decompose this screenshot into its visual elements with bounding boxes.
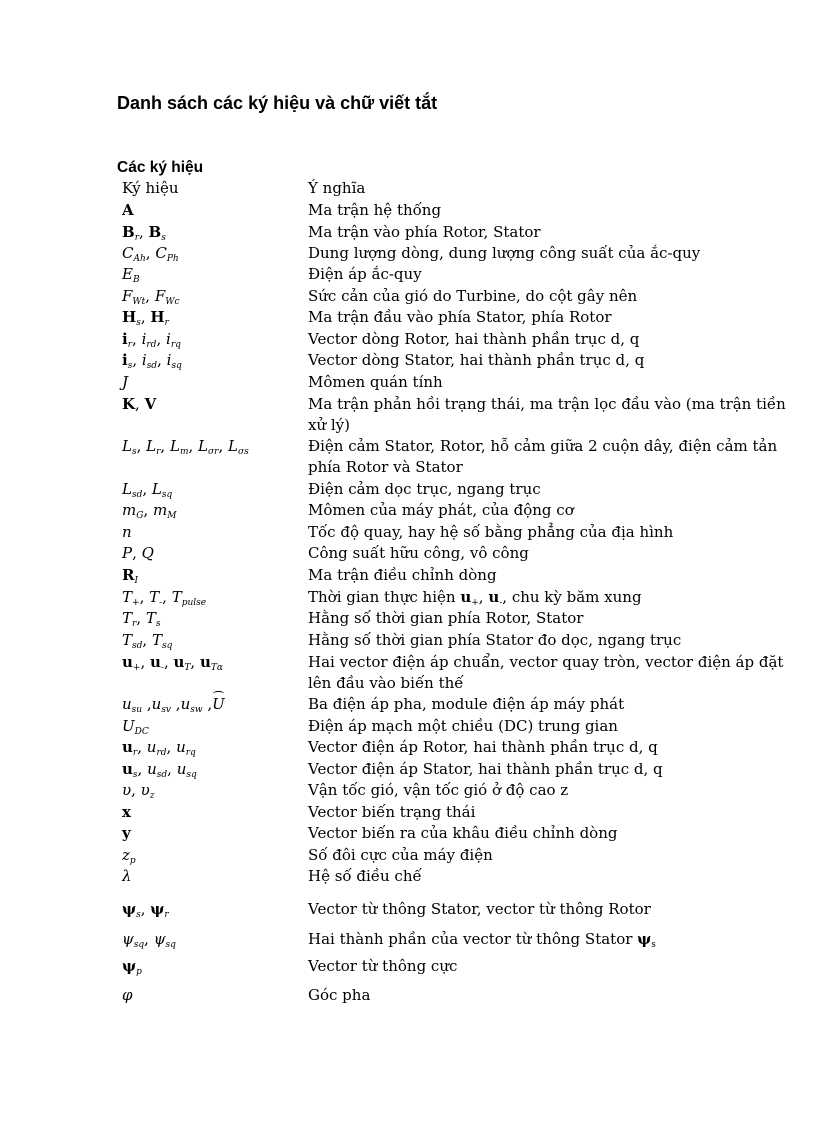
meaning-cell: Điện cảm dọc trục, ngang trục — [308, 480, 541, 498]
meaning-cell: Hằng số thời gian phía Stator đo dọc, ngang trục — [308, 631, 682, 649]
symbol-cell: $E_B$ — [122, 265, 140, 285]
symbol-cell: φ — [122, 986, 133, 1004]
meaning-cell: Vector biến trạng thái — [308, 803, 476, 821]
section-title: Các ký hiệu — [117, 159, 204, 176]
symbol-cell: $\psi_{sq}$, $\psi_{sq}$ — [122, 930, 176, 950]
symbol-cell: $u_r$, $u_{rd}$, $u_{rq}$ — [122, 738, 196, 758]
meaning-cell: Vector điện áp Stator, hai thành phần trục d, q — [308, 760, 663, 778]
symbol-cell: $F_{Wt}$, $F_{Wc}$ — [122, 287, 180, 307]
meaning-cell: Vector điện áp Rotor, hai thành phần trục d, q — [308, 738, 658, 756]
symbol-cell: $T_{sd}$, $T_{sq}$ — [122, 631, 173, 651]
symbol-cell: y — [122, 824, 131, 842]
meaning-cell: Hằng số thời gian phía Rotor, Stator — [308, 609, 584, 627]
symbol-cell: $i_r$, $i_{rd}$, $i_{rq}$ — [122, 330, 181, 350]
meaning-cell: Vector từ thông cực — [308, 957, 458, 975]
symbol-cell: $H_s$, $H_r$ — [122, 308, 169, 328]
symbol-cell: $L_{sd}$, $L_{sq}$ — [122, 480, 173, 500]
symbol-cell: $u_s$, $u_{sd}$, $u_{sq}$ — [122, 760, 197, 780]
symbol-cell: $T_r$, $T_s$ — [122, 609, 161, 629]
page-title: Danh sách các ký hiệu và chữ viết tắt — [117, 93, 438, 113]
meaning-cell: Hệ số điều chế — [308, 867, 422, 885]
meaning-cell: Số đôi cực của máy điện — [308, 846, 493, 864]
symbol-cell: J — [122, 373, 129, 391]
meaning-cell: Thời gian thực hiện $u_+$, $u_-$, chu kỳ băm xung — [308, 588, 642, 608]
symbol-cell: $u_{su}$ $,u_{sv}$ $,u_{sw}$ ,U — [122, 695, 225, 715]
meaning-cell: Dung lượng dòng, dung lượng công suất của ắc-quy — [308, 244, 701, 262]
symbol-cell: $u_+$, $u_-$, $u_T$, $u_{T\alpha}$ — [122, 653, 223, 673]
symbol-cell: $\psi_s$, $\psi_r$ — [122, 900, 169, 920]
meaning-cell: Hai thành phần của vector từ thông Stator $\psi_s$ — [308, 930, 656, 950]
symbol-cell: $U_{DC}$ — [122, 717, 149, 737]
meaning-cell: Ma trận điều chỉnh dòng — [308, 566, 497, 584]
meaning-cell: Vận tốc gió, vận tốc gió ở độ cao z — [308, 781, 569, 799]
meaning-cell: Vector từ thông Stator, vector từ thông Rotor — [308, 900, 651, 918]
symbol-cell: $z_p$ — [122, 846, 136, 866]
meaning-cell: Ba điện áp pha, module điện áp máy phát — [308, 695, 625, 713]
meaning-cell: Công suất hữu công, vô công — [308, 544, 529, 562]
symbol-cell: P, Q — [122, 544, 154, 562]
meaning-cell: Tốc độ quay, hay hệ số bằng phẳng của địa hình — [308, 523, 674, 541]
meaning-cell: Ma trận hệ thống — [308, 201, 442, 219]
symbol-cell: A — [122, 201, 134, 219]
symbol-cell: λ — [122, 867, 132, 885]
symbol-cell: $B_r$, $B_s$ — [122, 223, 166, 243]
meaning-cell: Điện cảm Stator, Rotor, hỗ cảm giữa 2 cuộn dây, điện cảm tản phía Rotor và Stator — [308, 437, 778, 477]
symbol-cell: $R_I$ — [122, 566, 139, 586]
symbol-cell: $C_{Ah}$, $C_{Ph}$ — [122, 244, 179, 264]
meaning-cell: Góc pha — [308, 986, 371, 1004]
symbol-cell: $m_G$, $m_M$ — [122, 501, 177, 521]
meaning-cell: Điện áp ắc-quy — [308, 265, 422, 283]
meaning-cell: Vector dòng Rotor, hai thành phần trục d, q — [308, 330, 640, 348]
symbol-cell: $T_+$, $T_-$, $T_{pulse}$ — [122, 588, 207, 608]
symbol-cell: x — [122, 803, 131, 821]
symbol-cell: υ, $\upsilon_z$ — [122, 781, 155, 801]
header-meaning: Ý nghĩa — [308, 179, 366, 197]
meaning-cell: Sức cản của gió do Turbine, do cột gây nên — [308, 287, 638, 305]
meaning-cell: Vector dòng Stator, hai thành phần trục d, q — [308, 351, 645, 369]
meaning-cell: Mômen của máy phát, của động cơ — [308, 501, 574, 519]
symbol-cell: K, V — [122, 395, 157, 413]
meaning-cell: Ma trận vào phía Rotor, Stator — [308, 223, 541, 241]
meaning-cell: Mômen quán tính — [308, 373, 443, 391]
meaning-cell: Vector biến ra của khâu điều chỉnh dòng — [308, 824, 618, 842]
symbol-cell: $\psi_p$ — [122, 957, 142, 977]
meaning-cell: Ma trận đầu vào phía Stator, phía Rotor — [308, 308, 612, 326]
header-symbol: Ký hiệu — [122, 179, 179, 197]
meaning-cell: Hai vector điện áp chuẩn, vector quay tròn, vector điện áp đặt lên đầu vào biến thế — [308, 653, 784, 693]
symbol-cell: $L_s$, $L_r$, $L_m$, $L_{\sigma r}$, $L_{\sigma s}$ — [122, 437, 249, 457]
symbol-cell: $i_s$, $i_{sd}$, $i_{sq}$ — [122, 351, 182, 371]
meaning-cell: Ma trận phản hồi trạng thái, ma trận lọc đầu vào (ma trận tiền xử lý) — [308, 395, 786, 435]
symbol-cell: n — [122, 523, 132, 541]
meaning-cell: Điện áp mạch một chiều (DC) trung gian — [308, 717, 618, 735]
